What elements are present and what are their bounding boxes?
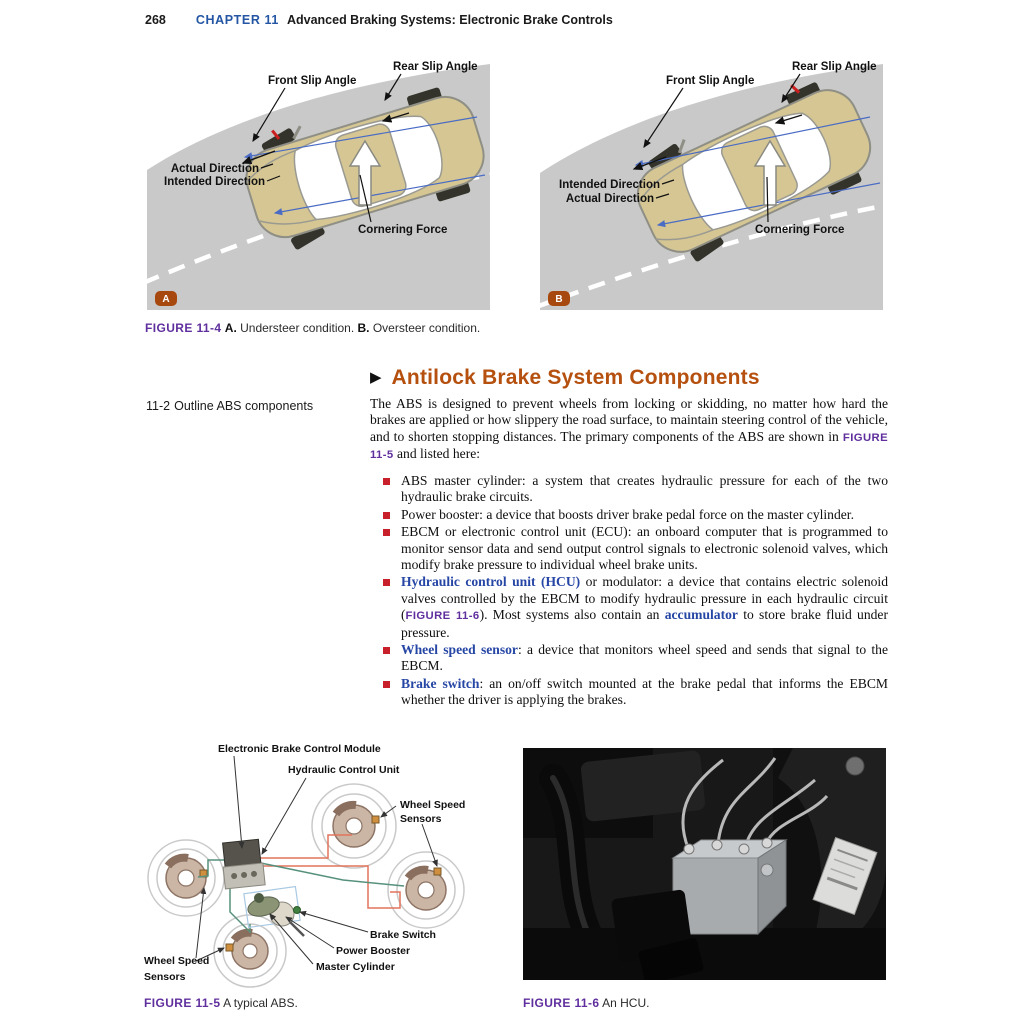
hcu-block: [673, 838, 786, 934]
list-item: [370, 642, 888, 675]
bullet-icon: [383, 512, 390, 519]
list-item: [370, 473, 888, 506]
wheel-front-left: [148, 840, 224, 916]
page-header: [145, 13, 613, 27]
rear-slip-label: Rear Slip Angle: [792, 61, 877, 73]
panel-badge-letter: B: [555, 294, 563, 305]
wheel-speed-sensor: [372, 816, 379, 823]
text-segment: ABS master cylinder: a system that creates hydraulic pressure for each of the two hydraulic brake circuits.: [401, 473, 888, 505]
text-segment: EBCM or electronic control unit (ECU): an onboard computer that is programmed to monitor sensor data and send output control signals to electronic solenoid valves, which modify brake pressure to individual wheel brake units.: [401, 524, 888, 573]
figure-11-5-diagram: [138, 740, 503, 990]
front-slip-label: Front Slip Angle: [268, 75, 357, 87]
learning-objective: [146, 399, 366, 413]
hcu-label: Hydraulic Control Unit: [288, 764, 400, 776]
text-segment: The ABS is designed to prevent wheels from locking or skidding, no matter how hard the brakes are applied or how slippery the road surface, to maintain steering control of the vehicle, and to shorten stopping distances. The primary components of the ABS are shown in: [370, 396, 888, 444]
brake-switch-label: Brake Switch: [370, 929, 436, 941]
figure-11-4-caption: [145, 321, 635, 335]
bullet-icon: [383, 579, 390, 586]
text-segment: Power booster: a device that boosts driver brake pedal force on the master cylinder.: [401, 506, 854, 522]
ebcm-hcu-unit: [221, 839, 266, 889]
rear-slip-label: Rear Slip Angle: [393, 61, 478, 73]
figure-11-4-panel-a: [147, 55, 490, 310]
text-segment: Wheel speed sensor: [401, 642, 518, 658]
text-segment: : an on/off switch mounted at the brake pedal that informs the EBCM whether the driver is applying the brakes.: [401, 675, 888, 708]
section-title: Antilock Brake System Components: [391, 366, 760, 389]
text-segment: FIGURE 11-5: [370, 431, 888, 462]
abs-schematic: [138, 740, 503, 990]
intro-paragraph: [370, 396, 888, 464]
wheel-speed-label-left: Wheel Speed: [144, 955, 210, 967]
list-item: [370, 507, 888, 523]
sensors-label-right: Sensors: [400, 813, 442, 825]
section-heading: [370, 366, 760, 390]
text-segment: B.: [357, 321, 370, 335]
panel-badge-letter: A: [162, 294, 170, 305]
text-segment: FIGURE 11-6: [405, 610, 480, 623]
text-segment: A.: [224, 321, 237, 335]
list-item: [370, 676, 888, 709]
oversteer-diagram: [540, 55, 883, 310]
list-item: [370, 524, 888, 573]
actual-direction-label: Actual Direction: [565, 193, 654, 205]
abs-components-list: [370, 473, 888, 710]
text-segment: FIGURE 11-6: [523, 996, 600, 1010]
text-segment: Hydraulic control unit (HCU): [401, 574, 581, 590]
wheel-rear-right: [388, 852, 464, 928]
figure-11-5-caption: [144, 996, 504, 1010]
text-segment: An HCU.: [599, 996, 650, 1010]
master-cylinder-label: Master Cylinder: [316, 961, 395, 973]
section-arrow-icon: ▶: [370, 369, 382, 386]
bullet-icon: [383, 478, 390, 485]
text-segment: ). Most systems also contain an: [479, 607, 665, 623]
text-segment: accumulator: [664, 607, 738, 623]
cornering-force-label: Cornering Force: [358, 224, 448, 236]
chapter-title: Advanced Braking Systems: Electronic Brake Controls: [286, 13, 613, 27]
page-number: 268: [145, 13, 166, 27]
sensors-label-left: Sensors: [144, 971, 186, 983]
cornering-force-label: Cornering Force: [755, 224, 845, 236]
objective-number: 11-2: [146, 399, 171, 413]
text-segment: Brake switch: [401, 675, 480, 691]
text-segment: or modulator: a device that contains electric solenoid valves controlled by the EBCM to modify hydraulic pressure in each hydraulic circuit (: [401, 574, 888, 623]
figure-11-4-panel-b: [540, 55, 883, 310]
ebcm-label: Electronic Brake Control Module: [218, 743, 381, 755]
actual-direction-label: Actual Direction: [170, 163, 259, 175]
figure-11-6-caption: [523, 996, 883, 1010]
text-segment: Understeer condition.: [236, 321, 358, 335]
brake-switch-part: [294, 907, 301, 914]
text-segment: FIGURE 11-5: [144, 996, 221, 1010]
master-cylinder-assembly: [246, 893, 304, 936]
text-segment: : a device that monitors wheel speed and sends that signal to the EBCM.: [401, 642, 889, 674]
engine-bay-photo: [523, 748, 886, 980]
intended-direction-label: Intended Direction: [559, 179, 660, 191]
objective-text: Outline ABS components: [174, 399, 314, 413]
wheel-front-right: [312, 784, 396, 868]
wheel-speed-label-right: Wheel Speed: [400, 799, 466, 811]
power-booster-label: Power Booster: [336, 945, 411, 957]
bullet-icon: [383, 529, 390, 536]
text-segment: and listed here:: [393, 446, 481, 462]
understeer-diagram: [147, 55, 490, 310]
text-segment: to store brake fluid under pressure.: [401, 607, 888, 640]
bullet-icon: [383, 681, 390, 688]
intended-direction-label: Intended Direction: [164, 176, 265, 188]
front-slip-label: Front Slip Angle: [666, 75, 755, 87]
text-segment: FIGURE 11-4: [145, 321, 222, 335]
bolt: [846, 757, 864, 775]
hcu-photo: [523, 748, 886, 980]
wheel-speed-sensor: [434, 868, 441, 875]
bullet-icon: [383, 647, 390, 654]
text-segment: A typical ABS.: [220, 996, 298, 1010]
text-segment: Oversteer condition.: [369, 321, 481, 335]
list-item: [370, 574, 888, 641]
wheel-speed-sensor: [226, 944, 233, 951]
chapter-label: CHAPTER 11: [195, 13, 279, 27]
